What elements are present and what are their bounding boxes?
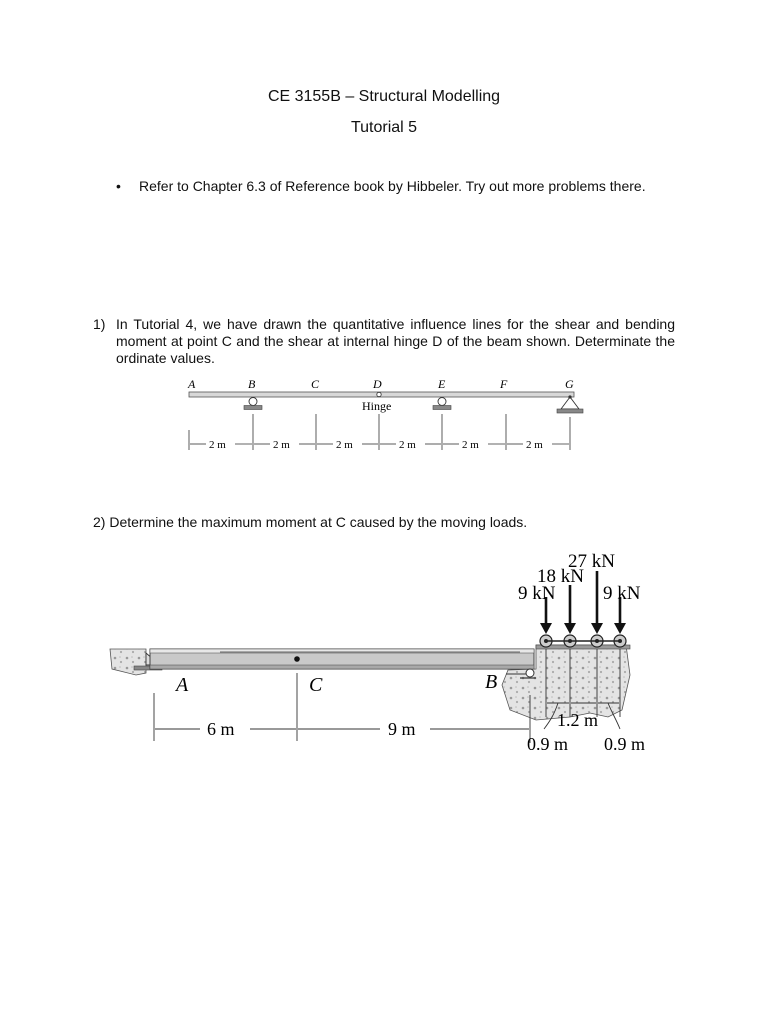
- beam-figure-1: [176, 372, 588, 458]
- bullet-marker: •: [116, 178, 121, 194]
- hinge-label: Hinge: [362, 399, 392, 413]
- dimension-label: 2 m: [209, 439, 226, 451]
- point-label-f: F: [500, 377, 508, 391]
- beam: [150, 649, 534, 669]
- roller-support-b-icon: [244, 398, 262, 410]
- point-label-g: G: [565, 377, 574, 391]
- span-label-6m: 6 m: [207, 719, 235, 739]
- hinge-icon: [377, 392, 381, 396]
- point-label-c: C: [311, 377, 320, 391]
- point-label-e: E: [438, 377, 446, 391]
- dimension-label: 2 m: [273, 439, 290, 451]
- problem-1-number: 1): [93, 316, 106, 332]
- dimension-label: 2 m: [399, 439, 416, 451]
- load-label-9kn-left: 9 kN: [518, 583, 556, 604]
- bullet-text: Refer to Chapter 6.3 of Reference book by Hibbeler. Try out more problems there.: [139, 178, 646, 194]
- point-c-marker: [294, 656, 300, 662]
- dimension-label: 2 m: [336, 439, 353, 451]
- dimension-ticks: [189, 414, 570, 450]
- load-label-18kn: 18 kN: [537, 566, 584, 587]
- roller-support-e-icon: [433, 398, 451, 410]
- spacing-label-0-9m-left: 0.9 m: [527, 734, 569, 754]
- point-label-b: B: [248, 377, 256, 391]
- point-label-c: C: [309, 674, 323, 696]
- left-ground: [110, 649, 146, 675]
- point-label-a: A: [176, 674, 189, 696]
- pin-support-g-icon: [557, 395, 583, 413]
- problem-1-text: In Tutorial 4, we have drawn the quantitative influence lines for the shear and bending moment at point C and the shear at internal hinge D of the beam shown. Determinate the ordinate values.: [116, 316, 675, 366]
- span-label-9m: 9 m: [388, 719, 416, 739]
- spacing-label-1-2m: 1.2 m: [557, 710, 599, 730]
- course-title: CE 3155B – Structural Modelling: [267, 88, 501, 105]
- load-label-9kn-right: 9 kN: [603, 583, 641, 604]
- beam-figure-2: [100, 545, 670, 765]
- dimension-label: 2 m: [526, 439, 543, 451]
- point-label-b: B: [485, 671, 498, 693]
- tutorial-title: Tutorial 5: [350, 119, 418, 136]
- point-label-a: A: [188, 377, 196, 391]
- load-rollers: [536, 635, 630, 649]
- point-label-d: D: [373, 377, 382, 391]
- load-label-27kn: 27 kN: [568, 551, 615, 572]
- spacing-label-0-9m-right: 0.9 m: [604, 734, 646, 754]
- dimension-label: 2 m: [462, 439, 479, 451]
- problem-2-text: 2) Determine the maximum moment at C caused by the moving loads.: [93, 514, 528, 530]
